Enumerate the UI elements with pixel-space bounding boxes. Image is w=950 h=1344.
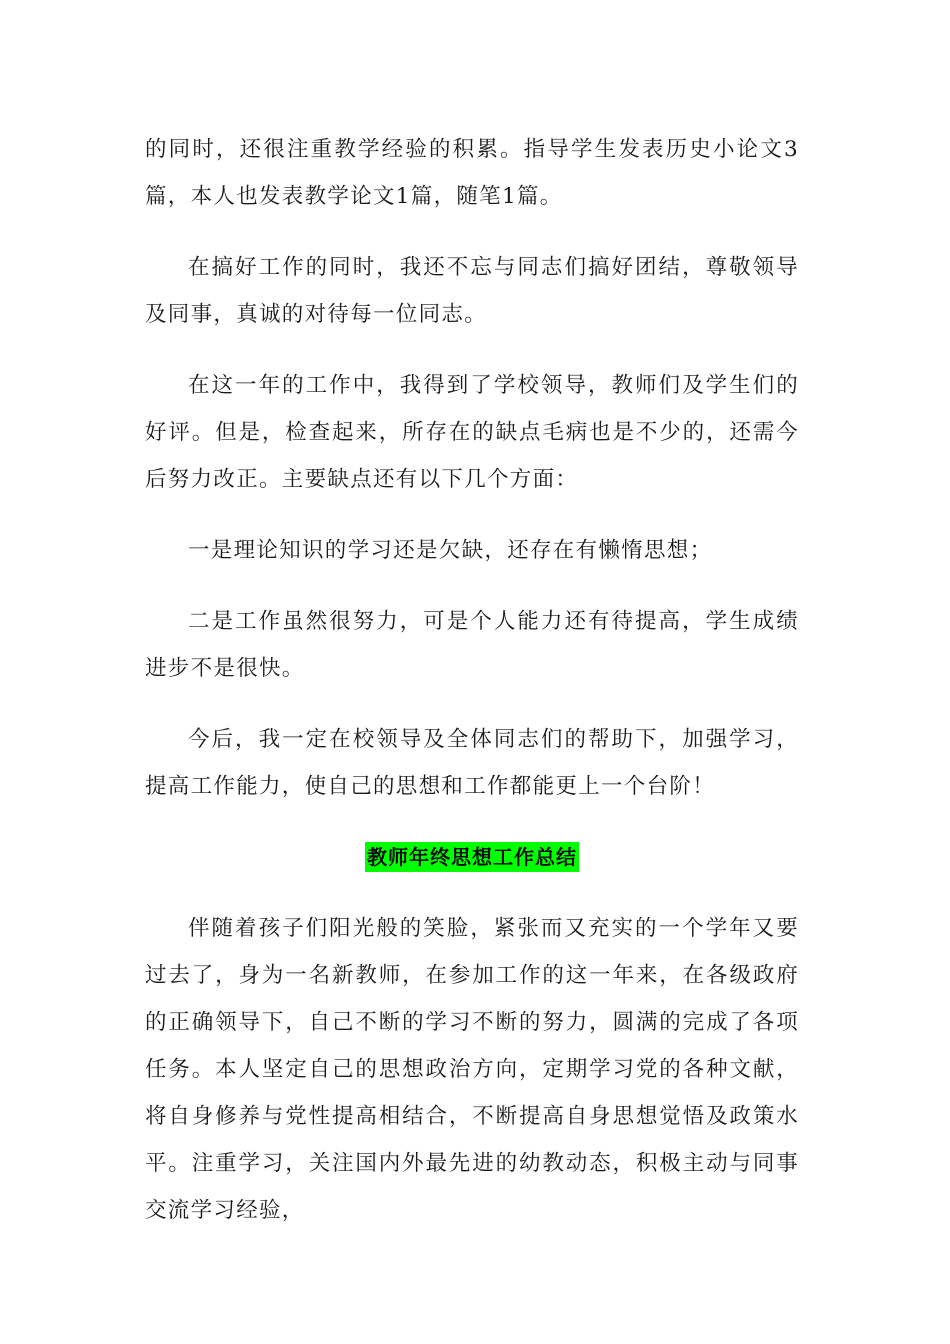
paragraph-unity: 在搞好工作的同时，我还不忘与同志们搞好团结，尊敬领导及同事，真诚的对待每一位同志。 — [145, 255, 799, 327]
section-heading-wrap — [145, 834, 799, 881]
paragraph-future: 今后，我一定在校领导及全体同志们的帮助下，加强学习，提高工作能力，使自己的思想和工作都能更上一个台阶！ — [145, 727, 799, 799]
paragraph-continuation: 的同时，还很注重教学经验的积累。指导学生发表历史小论文3篇，本人也发表教学论文1篇，随笔1篇。 — [145, 137, 799, 209]
section-heading: 教师年终思想工作总结 — [365, 842, 579, 872]
paragraph-shortcoming-one: 一是理论知识的学习还是欠缺，还存在有懒惰思想； — [188, 538, 713, 563]
document-body — [145, 126, 799, 1258]
paragraph-shortcoming-two: 二是工作虽然很努力，可是个人能力还有待提高，学生成绩进步不是很快。 — [145, 609, 799, 681]
paragraph-summary-intro: 伴随着孩子们阳光般的笑脸，紧张而又充实的一个学年又要过去了，身为一名新教师，在参加工作的这一年来，在各级政府的正确领导下，自己不断的学习不断的努力，圆满的完成了各项任务。本人坚定自己的思想政治方向，定期学习党的各种文献，将自身修养与党性提高相结合，不断提高自身思想觉悟及政策水平。注重学习，关注国内外最先进的幼教动态，积极主动与同事交流学习经验， — [145, 916, 799, 1223]
paragraph-evaluation: 在这一年的工作中，我得到了学校领导，教师们及学生们的好评。但是，检查起来，所存在的缺点毛病也是不少的，还需今后努力改正。主要缺点还有以下几个方面： — [145, 373, 799, 492]
